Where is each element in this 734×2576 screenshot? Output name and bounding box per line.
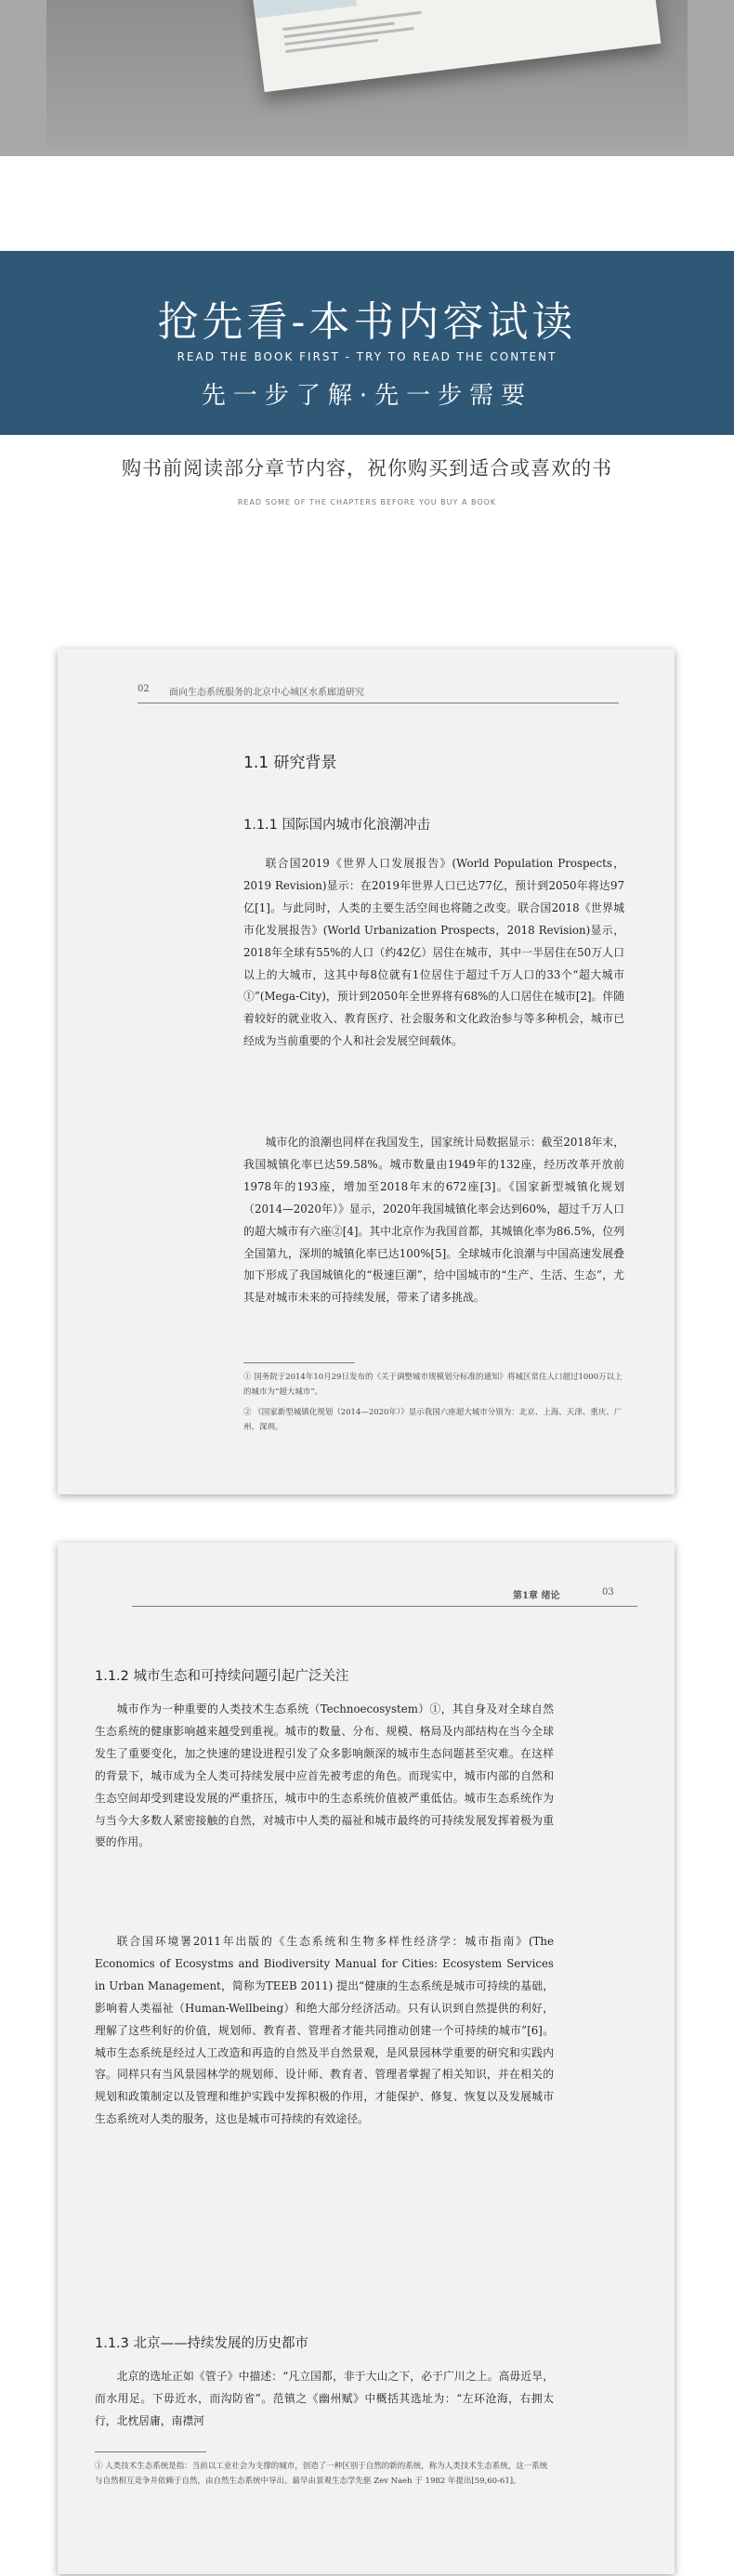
intro-text: 购书前阅读部分章节内容，祝你购买到适合或喜欢的书 — [122, 457, 612, 480]
subsection-heading: 1.1.1 国际国内城市化浪潮冲击 — [243, 818, 431, 833]
header-rule — [132, 1606, 637, 1607]
footnote: ① 人类技术生态系统是指：当前以工业社会为支撑的城市，创造了一种区别于自然的新的系统，称为人类技术生态系统，这一系统与自然相互竞争并依赖于自然，由自然生态系统中导出。最早由景观生态学先驱 Zev Naeh 于 1982 年提出[59,60-61]。 — [95, 2462, 548, 2486]
paragraph: 联合国2019《世界人口发展报告》(World Population Prospects，2019 Revision)显示：在2019年世界人口已达77亿，预计到2050年将达97亿[1]。与此同时，人类的主要生活空间也将随之改变。联合国2018《世界城市化发展报告》(World Urbanization Prospects，2018 Revision)显示，2018年全球有55%的人口（约42亿）居住在城市，其中一半居住在50万人口以上的大城市，这其中每8位就有1位居住于超过千万人口的33个“超大城市①”(Mega-City)，预计到2050年全世界将有68%的人口居住在城市[2]。伴随着较好的就业收入、教育医疗、社会服务和文化政治参与等多种机会，城市已经成为当前重要的个人和社会发展空间载体。 — [243, 857, 624, 1048]
subsection-heading: 1.1.3 北京——持续发展的历史都市 — [95, 2336, 309, 2351]
book-page-1 — [58, 649, 675, 1494]
book-page-2 — [58, 1543, 675, 2574]
subsection-heading: 1.1.2 城市生态和可持续问题引起广泛关注 — [95, 1669, 349, 1684]
paragraph: 城市作为一种重要的人类技术生态系统（Technoecosystem）①，其自身及对全球自然生态系统的健康影响越来越受到重视。城市的数量、分布、规模、格局及内部结构在当今全球发生了重要变化，加之快速的建设进程引发了众多影响颇深的城市生态问题甚至灾难。在这样的背景下，城市成为全人类可持续发展中应首先被考虑的角色。而现实中，城市内部的自然和生态空间却受到建设发展的严重挤压，城市中的生态系统价值被严重低估。城市生态系统作为与当今大多数人紧密接触的自然，对城市中人类的福祉和城市最终的可持续发展发挥着极为重要的作用。 — [95, 1702, 554, 1849]
footnote-rule — [95, 2451, 206, 2452]
footnote: ① 国务院于2014年10月29日发布的《关于调整城市规模划分标准的通知》将城区常住人口超过1000万以上的城市为“超大城市”。 — [243, 1373, 623, 1397]
banner-slogan: 先一步了解·先一步需要 — [201, 382, 533, 410]
banner-title: 抢先看-本书内容试读 — [157, 298, 577, 346]
page-number: 03 — [602, 1587, 614, 1597]
paragraph: 联合国环境署2011年出版的《生态系统和生物多样性经济学：城市指南》(The Economics of Ecosystms and Biodiversity Manual for Cities: Ecosystem Services in Urban Management，简称为TEEB 2011) 提出“健康的生态系统是城市可持续的基础，影响着人类福祉（Human-Wellbeing）和绝大部分经济活动。只有认识到自然提供的利好，理解了这些利好的价值，规划师、教育者、管理者才能共同推动创建一个可持续的城市”[6]。城市生态系统是经过人工改造和再造的自然及半自然景观，是风景园林学重要的研究和实践内容。同样只有当风景园林学的规划师、设计师、教育者、管理者掌握了相关知识，并在相关的规划和政策制定以及管理和维护实践中发挥积极的作用，才能保护、修复、恢复以及发展城市生态系统对人类的服务，这也是城市可持续的有效途径。 — [95, 1935, 554, 2126]
paragraph: 北京的选址正如《管子》中描述：“凡立国都，非于大山之下，必于广川之上。高毋近旱，而水用足。下毋近水，而沟防省”。范镇之《幽州赋》中概括其选址为：“左环沧海，右拥太行，北枕居庸，南襟河 — [95, 2370, 554, 2427]
intro-subtext: READ SOME OF THE CHAPTERS BEFORE YOU BUY A BOOK — [237, 498, 497, 506]
book-cover-photo — [0, 0, 734, 156]
footnote: ② 《国家新型城镇化规划（2014—2020年）》显示我国六座超大城市分别为：北京、上海、天津、重庆、广州、深圳。 — [243, 1408, 623, 1432]
preview-banner — [0, 251, 734, 435]
paragraph: 城市化的浪潮也同样在我国发生，国家统计局数据显示：截至2018年末，我国城镇化率已达59.58%。城市数量由1949年的132座，经历改革开放前1978年的193座，增加至2018年末的672座[3]。《国家新型城镇化规划（2014—2020年）》显示，2020年我国城镇化率会达到60%，超过千万人口的超大城市有六座②[4]。其中北京作为我国首都，其城镇化率为86.5%，位列全国第九，深圳的城镇化率已达100%[5]。全球城市化浪潮与中国高速发展叠加下形成了我国城镇化的“极速巨潮”，给中国城市的“生产、生活、生态”，尤其是对城市未来的可持续发展，带来了诸多挑战。 — [243, 1136, 624, 1305]
footnote-rule — [243, 1362, 355, 1363]
cover-color-band — [251, 0, 357, 19]
banner-subtitle: READ THE BOOK FIRST - TRY TO READ THE CONTENT — [177, 350, 557, 363]
section-heading: 1.1 研究背景 — [243, 754, 337, 772]
chapter-label: 第1章 绪论 — [513, 1591, 560, 1601]
page-number: 02 — [138, 684, 150, 694]
running-title: 面向生态系统服务的北京中心城区水系廊道研究 — [169, 688, 364, 698]
